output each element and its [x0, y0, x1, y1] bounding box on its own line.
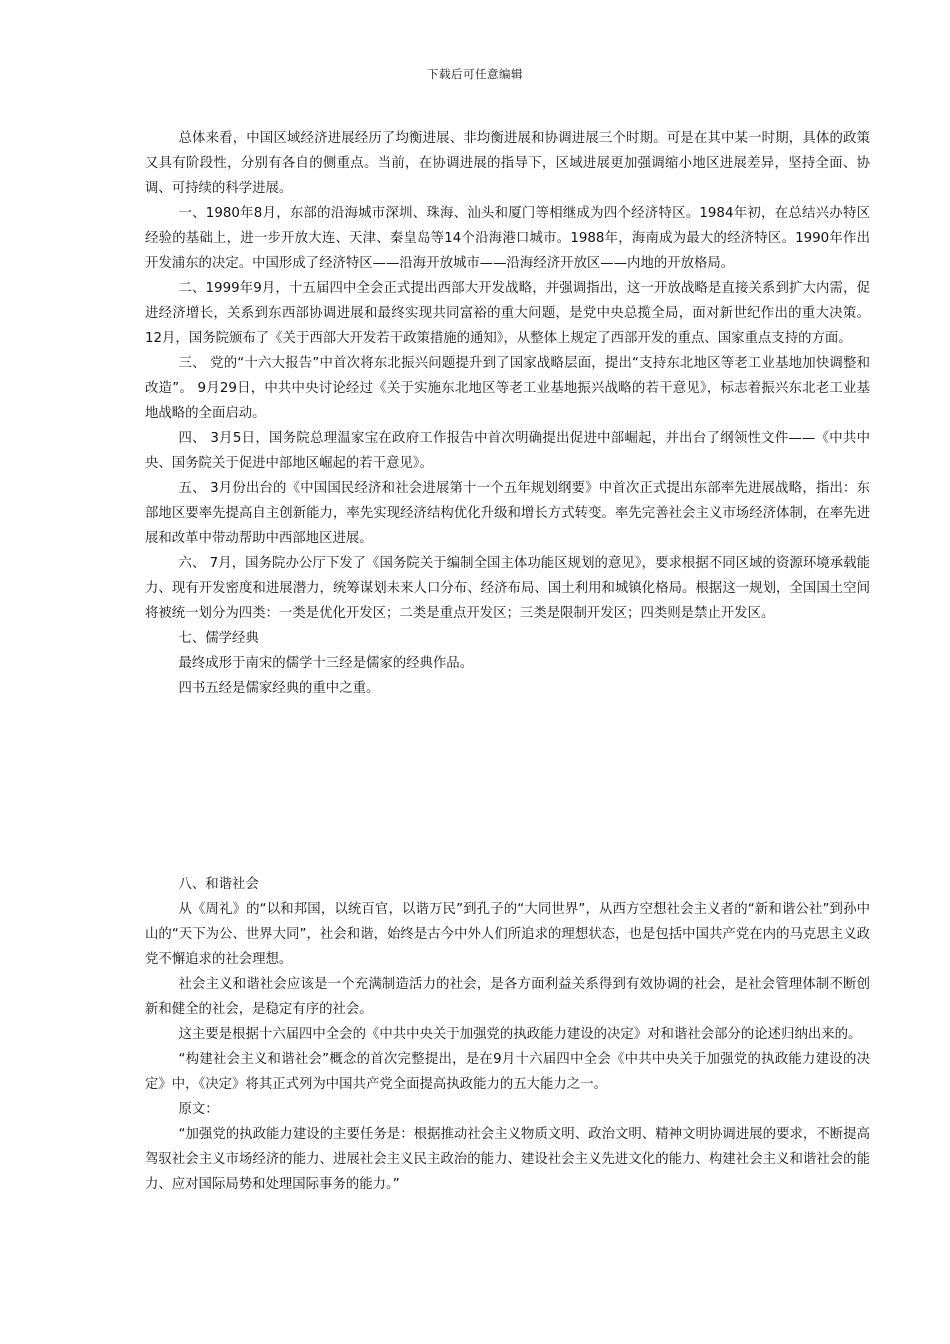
original-text-label: 原文：: [178, 1102, 219, 1117]
heading-eight: 八、和谐社会: [178, 877, 259, 892]
paragraph-six: 六、 7月，国务院办公厅下发了《国务院关于编制全国主体功能区规划的意见》，要求根据不同区域的资源环境承载能力、现有开发密度和进展潜力，统筹谋划未来人口分布、经济布局、国土利用和城镇化格局。根据这一规划，全国国土空间将被统一划分为四类：一类是优化开发区；二类是重点开发区；三类是限制开发区；四类则是禁止开发区。: [145, 556, 870, 621]
main-body: [145, 126, 870, 701]
paragraph-two: 二、1999年9月，十五届四中全会正式提出西部大开发战略，并强调指出，这一开放战略是直接关系到扩大内需，促进经济增长，关系到东西部协调进展和最终实现共同富裕的重大问题，是党中央总揽全局，面对新世纪作出的重大决策。 12月，国务院颁布了《关于西部大开发若干政策措施的通知》，从整体上规定了西部开发的重点、国家重点支持的方面。: [145, 281, 870, 346]
paragraph-four: 四、 3月5日，国务院总理温家宝在政府工作报告中首次明确提出促进中部崛起，并出台了纲领性文件——《中共中央、国务院关于促进中部地区崛起的若干意见》。: [145, 431, 870, 471]
page-header: 下载后可任意编辑: [427, 67, 523, 81]
original-text-quote: “加强党的执政能力建设的主要任务是：根据推动社会主义物质文明、政治文明、精神文明协调进展的要求，不断提高驾驭社会主义市场经济的能力、进展社会主义民主政治的能力、建设社会主义先进文化的能力、构建社会主义和谐社会的能力、应对国际局势和处理国际事务的能力。”: [145, 1127, 870, 1192]
paragraph-one: 一、1980年8月，东部的沿海城市深圳、珠海、汕头和厦门等相继成为四个经济特区。1984年初，在总结兴办特区经验的基础上，进一步开放大连、天津、秦皇岛等14个沿海港口城市。1988年，海南成为最大的经济特区。1990年作出开发浦东的决定。中国形成了经济特区——沿海开放城市——沿海经济开放区——内地的开放格局。: [145, 206, 870, 271]
heading-seven: 七、儒学经典: [178, 631, 259, 646]
intro-paragraph: 总体来看，中国区域经济进展经历了均衡进展、非均衡进展和协调进展三个时期。可是在其中某一时期，具体的政策又具有阶段性，分别有各自的侧重点。当前，在协调进展的指导下，区域进展更加强调缩小地区进展差异，坚持全面、协调、可持续的科学进展。: [145, 131, 870, 196]
paragraph-seven-a: 最终成形于南宋的儒学十三经是儒家的经典作品。: [178, 656, 474, 671]
paragraph-eight-c: 这主要是根据十六届四中全会的《中共中央关于加强党的执政能力建设的决定》对和谐社会部分的论述归纳出来的。: [178, 1027, 862, 1042]
paragraph-three: 三、 党的“十六大报告”中首次将东北振兴问题提升到了国家战略层面，提出“支持东北地区等老工业基地加快调整和改造”。 9月29日，中共中央讨论经过《关于实施东北地区等老工业基地振兴战略的若干意见》，标志着振兴东北老工业基地战略的全面启动。: [145, 356, 870, 421]
paragraph-seven-b: 四书五经是儒家经典的重中之重。: [178, 681, 380, 696]
paragraph-eight-a: 从《周礼》的“以和邦国，以统百官，以谐万民”到孔子的“大同世界”，从西方空想社会主义者的“新和谐公社”到孙中山的“天下为公、世界大同”，社会和谐，始终是古今中外人们所追求的理想状态，也是包括中国共产党在内的马克思主义政党不懈追求的社会理想。: [145, 902, 870, 967]
paragraph-eight-b: 社会主义和谐社会应该是一个充满制造活力的社会，是各方面利益关系得到有效协调的社会，是社会管理体制不断创新和健全的社会，是稳定有序的社会。: [145, 977, 870, 1017]
paragraph-five: 五、 3月份出台的《中国国民经济和社会进展第十一个五年规划纲要》中首次正式提出东部率先进展战略，指出：东部地区要率先提高自主创新能力，率先实现经济结构优化升级和增长方式转变。率先完善社会主义市场经济体制，在率先进展和改革中带动帮助中西部地区进展。: [145, 481, 870, 546]
harmonious-society-section: [145, 872, 870, 1197]
paragraph-eight-d: “构建社会主义和谐社会”概念的首次完整提出，是在9月十六届四中全会《中共中央关于加强党的执政能力建设的决定》中，《决定》将其正式列为中国共产党全面提高执政能力的五大能力之一。: [145, 1052, 870, 1092]
